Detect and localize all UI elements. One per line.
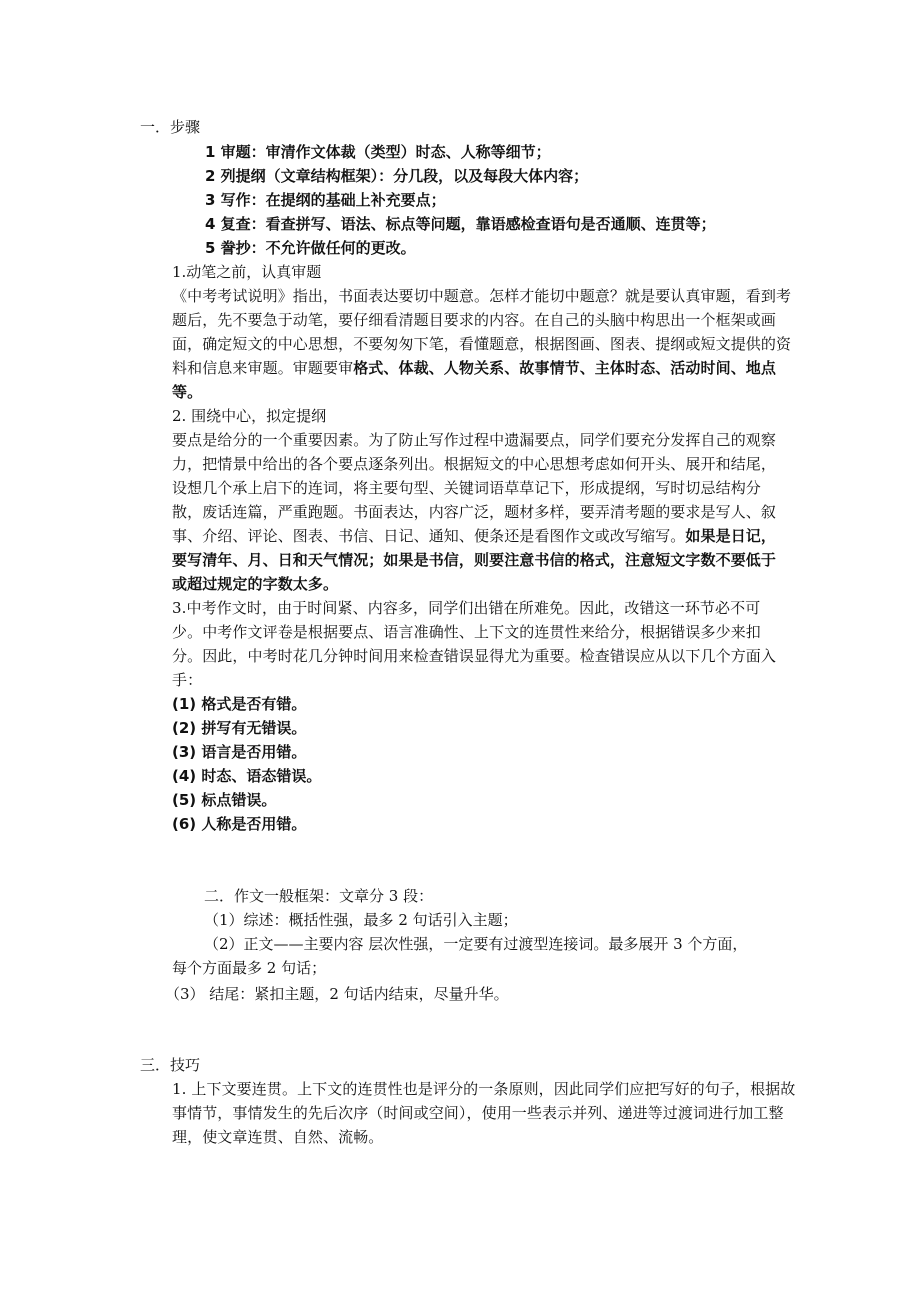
subsection-title: 2. 围绕中心，拟定提纲 (172, 407, 327, 425)
check-item: (1) 格式是否有错。 (172, 695, 307, 713)
subsection-paragraph (172, 428, 784, 596)
subsection-paragraph: 3.中考作文时，由于时间紧、内容多，同学们出错在所难免。因此，改错这一环节必不可少。中考作文评卷是根据要点、语言准确性、上下文的连贯性来给分，根据错误多少来扣分。因此，中考时花几分钟时间用来检查错误显得尤为重要。检查错误应从以下几个方面入手： (172, 599, 777, 689)
step-item: 4 复查：看查拼写、语法、标点等问题，靠语感检查语句是否通顺、连贯等； (205, 215, 716, 233)
framework-item: （1）综述：概括性强，最多 2 句话引入主题； (204, 911, 518, 929)
check-item: (2) 拼写有无错误。 (172, 719, 307, 737)
paragraph-text: 《中考考试说明》指出，书面表达要切中题意。怎样才能切中题意？就是要认真审题，看到考题后，先不要急于动笔，要仔细看清题目要求的内容。在自己的头脑中构思出一个框架或画面，确定短文的中心思想，不要匆匆下笔，看懂题意，根据图画、图表、提纲或短文提供的资料和信息来审题。审题要审 (172, 287, 792, 377)
subsection-title: 1.动笔之前，认真审题 (172, 263, 322, 281)
check-item: (4) 时态、语态错误。 (172, 767, 322, 785)
paragraph-bold-text: 格式、体裁、人物关系、故事情节、主体时态、活动时间、地点等。 (172, 359, 777, 401)
paragraph-bold-text: 如果是日记，要写清年、月、日和天气情况；如果是书信，则要注意书信的格式，注意短文字数不要低于或超过规定的字数太多。 (172, 527, 777, 593)
step-item: 1 审题：审清作文体裁（类型）时态、人称等细节； (205, 143, 551, 161)
check-item: (6) 人称是否用错。 (172, 815, 307, 833)
paragraph-text: 要点是给分的一个重要因素。为了防止写作过程中遗漏要点，同学们要充分发挥自己的观察力，把情景中给出的各个要点逐条列出。根据短文的中心思想考虑如何开头、展开和结尾，设想几个承上启下的连词，将主要句型、关键词语草草记下，形成提纲，写时切忌结构分散，废话连篇，严重跑题。书面表达，内容广泛，题材多样，要弄清考题的要求是写人、叙事、介绍、评论、图表、书信、日记、通知、便条还是看图作文或改写缩写。 (172, 431, 777, 545)
step-item: 3 写作：在提纲的基础上补充要点； (205, 191, 446, 209)
section2-heading: 二．作文一般框架：文章分 3 段： (204, 887, 434, 905)
framework-item-continued: 每个方面最多 2 句话； (172, 959, 327, 977)
framework-item: （3） 结尾：紧扣主题，2 句话内结束，尽量升华。 (165, 985, 509, 1003)
step-item: 2 列提纲（文章结构框架）：分几段，以及每段大体内容； (205, 167, 589, 185)
section1-heading: 一．步骤 (140, 118, 201, 136)
section3-heading: 三．技巧 (140, 1056, 201, 1074)
subsection-paragraph (172, 284, 794, 404)
check-item: (5) 标点错误。 (172, 791, 277, 809)
framework-item: （2）正文——主要内容 层次性强，一定要有过渡型连接词。最多展开 3 个方面， (204, 935, 748, 953)
tip-paragraph: 1. 上下文要连贯。上下文的连贯性也是评分的一条原则，因此同学们应把写好的句子，根据故事情节，事情发生的先后次序（时间或空间），使用一些表示并列、递进等过渡词进行加工整理，使文章连贯、自然、流畅。 (172, 1080, 796, 1146)
check-item: (3) 语言是否用错。 (172, 743, 307, 761)
step-item: 5 誊抄：不允许做任何的更改。 (205, 239, 416, 257)
